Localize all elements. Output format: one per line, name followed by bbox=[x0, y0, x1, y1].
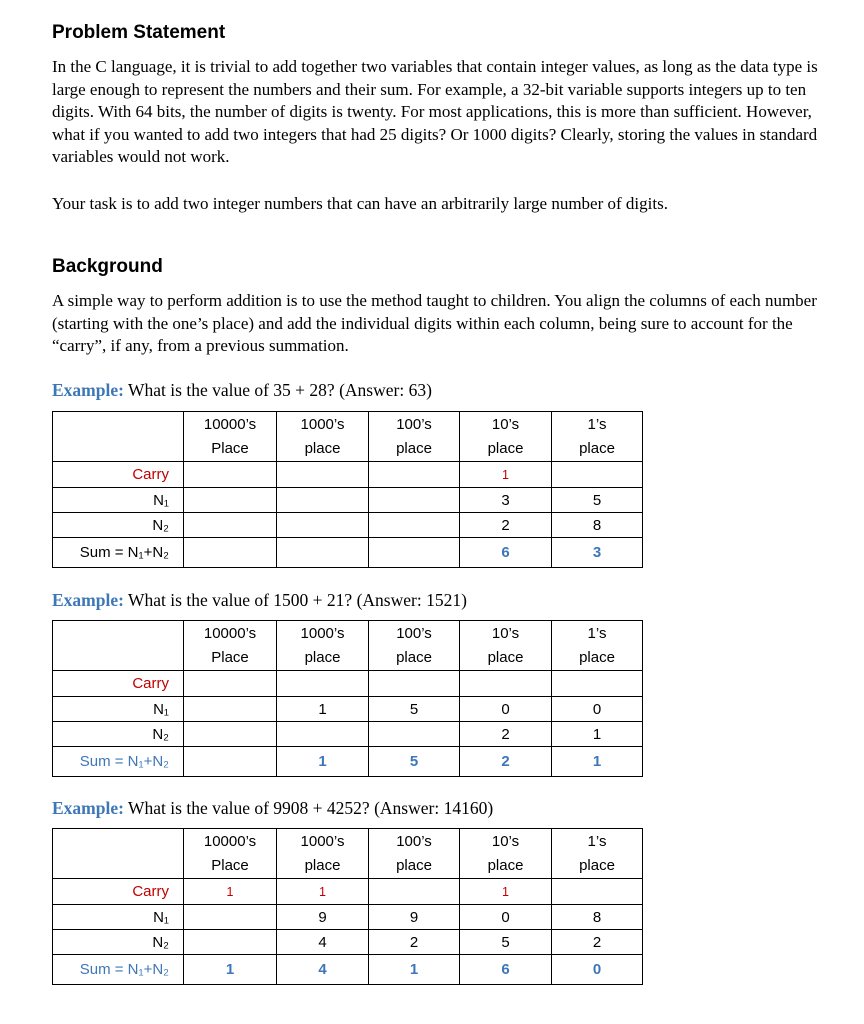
n2-label: N₂ bbox=[53, 930, 184, 955]
sum-label: Sum = N₁+N₂ bbox=[53, 538, 184, 568]
n1-cell bbox=[184, 488, 277, 513]
carry-cell bbox=[277, 462, 369, 488]
example-1-table bbox=[52, 411, 643, 568]
n2-cell bbox=[369, 722, 460, 747]
n2-cell bbox=[369, 513, 460, 538]
n2-cell: 2 bbox=[460, 513, 552, 538]
n2-row bbox=[53, 930, 643, 955]
header-empty-cell bbox=[53, 829, 184, 879]
n1-cell: 0 bbox=[460, 697, 552, 722]
n2-cell bbox=[184, 513, 277, 538]
sum-row bbox=[53, 747, 643, 777]
example-1-title bbox=[52, 380, 432, 401]
background-heading: Background bbox=[52, 256, 163, 277]
n1-cell bbox=[184, 905, 277, 930]
example-label: Example: bbox=[52, 590, 124, 610]
n1-row bbox=[53, 488, 643, 513]
sum-cell bbox=[184, 747, 277, 777]
n1-cell: 9 bbox=[277, 905, 369, 930]
n2-label: N₂ bbox=[53, 722, 184, 747]
n2-label: N₂ bbox=[53, 513, 184, 538]
header-1s: 1’s place bbox=[552, 412, 643, 462]
carry-cell bbox=[369, 462, 460, 488]
sum-cell bbox=[369, 538, 460, 568]
example-question: What is the value of 35 + 28? (Answer: 63) bbox=[123, 380, 432, 400]
example-label: Example: bbox=[52, 798, 124, 818]
sum-cell: 6 bbox=[460, 538, 552, 568]
carry-cell bbox=[184, 671, 277, 697]
header-1000s: 1000’s place bbox=[277, 621, 369, 671]
sum-cell: 1 bbox=[277, 747, 369, 777]
example-2-title bbox=[52, 590, 467, 611]
carry-cell: 1 bbox=[184, 879, 277, 905]
sum-cell: 1 bbox=[369, 955, 460, 985]
n1-cell: 0 bbox=[460, 905, 552, 930]
carry-cell: 1 bbox=[460, 879, 552, 905]
n1-row bbox=[53, 905, 643, 930]
carry-row bbox=[53, 462, 643, 488]
header-empty-cell bbox=[53, 412, 184, 462]
n1-cell bbox=[277, 488, 369, 513]
n1-label: N₁ bbox=[53, 488, 184, 513]
problem-paragraph: In the C language, it is trivial to add together two variables that contain integer values, as long as the data type is large enough to represent the numbers and their sum. For example, a 32-bit variable supports integers up to ten digits. With 64 bits, the number of digits is twenty. For most applications, this is more than sufficient. However, what if you wanted to add two integers that had 25 digits? Or 1000 digits? Clearly, storing the values in standard variables would not work. bbox=[52, 57, 818, 166]
header-10000s: 10000’s Place bbox=[184, 412, 277, 462]
n2-cell bbox=[277, 722, 369, 747]
n1-cell: 1 bbox=[277, 697, 369, 722]
carry-cell bbox=[552, 671, 643, 697]
carry-row bbox=[53, 879, 643, 905]
carry-row bbox=[53, 671, 643, 697]
n2-row bbox=[53, 722, 643, 747]
example-3-title bbox=[52, 798, 493, 819]
n1-cell bbox=[184, 697, 277, 722]
n1-cell: 9 bbox=[369, 905, 460, 930]
carry-cell bbox=[369, 879, 460, 905]
n2-cell bbox=[184, 722, 277, 747]
sum-cell: 5 bbox=[369, 747, 460, 777]
header-10000s: 10000’s Place bbox=[184, 621, 277, 671]
sum-cell bbox=[277, 538, 369, 568]
n1-cell: 8 bbox=[552, 905, 643, 930]
carry-cell bbox=[552, 462, 643, 488]
header-1000s: 1000’s place bbox=[277, 412, 369, 462]
n1-label: N₁ bbox=[53, 905, 184, 930]
sum-row bbox=[53, 955, 643, 985]
sum-cell: 3 bbox=[552, 538, 643, 568]
task-paragraph: Your task is to add two integer numbers that can have an arbitrarily large number of digits. bbox=[52, 194, 668, 213]
n2-row bbox=[53, 513, 643, 538]
header-100s: 100’s place bbox=[369, 621, 460, 671]
example-3-table bbox=[52, 828, 643, 985]
example-question: What is the value of 1500 + 21? (Answer: 1521) bbox=[123, 590, 467, 610]
n2-cell: 8 bbox=[552, 513, 643, 538]
carry-label: Carry bbox=[53, 671, 184, 697]
carry-label: Carry bbox=[53, 462, 184, 488]
n1-cell: 3 bbox=[460, 488, 552, 513]
header-10s: 10’s place bbox=[460, 621, 552, 671]
sum-cell: 2 bbox=[460, 747, 552, 777]
n2-cell: 1 bbox=[552, 722, 643, 747]
n2-cell: 5 bbox=[460, 930, 552, 955]
header-100s: 100’s place bbox=[369, 412, 460, 462]
carry-cell: 1 bbox=[460, 462, 552, 488]
sum-cell: 1 bbox=[552, 747, 643, 777]
header-10000s: 10000’s Place bbox=[184, 829, 277, 879]
carry-cell bbox=[277, 671, 369, 697]
sum-label: Sum = N₁+N₂ bbox=[53, 747, 184, 777]
carry-cell bbox=[369, 671, 460, 697]
header-row bbox=[53, 829, 643, 879]
carry-cell bbox=[460, 671, 552, 697]
sum-cell: 4 bbox=[277, 955, 369, 985]
sum-cell: 1 bbox=[184, 955, 277, 985]
sum-cell: 0 bbox=[552, 955, 643, 985]
sum-row bbox=[53, 538, 643, 568]
sum-cell bbox=[184, 538, 277, 568]
header-10s: 10’s place bbox=[460, 412, 552, 462]
carry-cell bbox=[552, 879, 643, 905]
n2-cell: 4 bbox=[277, 930, 369, 955]
example-2-table bbox=[52, 620, 643, 777]
n1-cell: 5 bbox=[369, 697, 460, 722]
example-label: Example: bbox=[52, 380, 124, 400]
header-empty-cell bbox=[53, 621, 184, 671]
sum-label: Sum = N₁+N₂ bbox=[53, 955, 184, 985]
sum-cell: 6 bbox=[460, 955, 552, 985]
header-row bbox=[53, 412, 643, 462]
problem-statement-heading: Problem Statement bbox=[52, 22, 226, 43]
header-1s: 1’s place bbox=[552, 621, 643, 671]
n2-cell bbox=[277, 513, 369, 538]
n2-cell: 2 bbox=[369, 930, 460, 955]
n1-row bbox=[53, 697, 643, 722]
carry-label: Carry bbox=[53, 879, 184, 905]
carry-cell bbox=[184, 462, 277, 488]
header-1s: 1’s place bbox=[552, 829, 643, 879]
n1-cell bbox=[369, 488, 460, 513]
header-row bbox=[53, 621, 643, 671]
n1-cell: 5 bbox=[552, 488, 643, 513]
header-1000s: 1000’s place bbox=[277, 829, 369, 879]
header-10s: 10’s place bbox=[460, 829, 552, 879]
header-100s: 100’s place bbox=[369, 829, 460, 879]
n2-cell bbox=[184, 930, 277, 955]
example-question: What is the value of 9908 + 4252? (Answer: 14160) bbox=[123, 798, 494, 818]
carry-cell: 1 bbox=[277, 879, 369, 905]
n2-cell: 2 bbox=[460, 722, 552, 747]
n1-cell: 0 bbox=[552, 697, 643, 722]
n1-label: N₁ bbox=[53, 697, 184, 722]
background-paragraph: A simple way to perform addition is to use the method taught to children. You align the columns of each number (starting with the one’s place) and add the individual digits within each column, being sure to account for the “carry”, if any, from a previous summation. bbox=[52, 291, 817, 355]
n2-cell: 2 bbox=[552, 930, 643, 955]
